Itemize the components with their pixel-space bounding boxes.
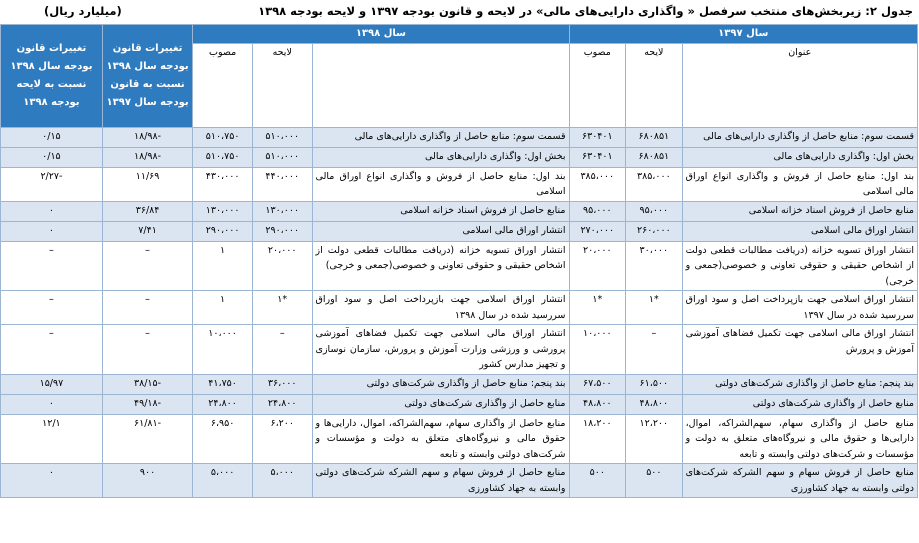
header-year-1397: سال ۱۳۹۷ [569, 25, 917, 44]
table-row [1, 291, 918, 325]
table-row [1, 201, 918, 221]
cell-change-1: – [102, 241, 192, 291]
cell-approved-1397: ۳۸۵،۰۰۰ [569, 167, 626, 201]
cell-approved-1397: ۶۳۰۴۰۱ [569, 147, 626, 167]
cell-title-1397: انتشار اوراق مالی اسلامی [682, 221, 917, 241]
cell-change-2: ۰ [1, 464, 103, 498]
cell-title-1398: انتشار اوراق مالی اسلامی جهت تکمیل فضاهای آموزشی پرورشی و ورزشی وزارت آموزش و پرورش، سازمان نوسازی و تجهیز مدارس کشور [312, 325, 569, 375]
cell-change-1: ۹۰۰ [102, 464, 192, 498]
table-caption [0, 0, 919, 24]
cell-change-2: -۲/۲۷ [1, 167, 103, 201]
table-row [1, 241, 918, 291]
table-row [1, 167, 918, 201]
cell-approved-1398: ۵،۰۰۰ [193, 464, 253, 498]
cell-change-2: ۰/۱۵ [1, 127, 103, 147]
cell-change-1: – [102, 291, 192, 325]
budget-table [0, 24, 918, 498]
table-row [1, 147, 918, 167]
cell-bill-1398: ۱۳۰،۰۰۰ [252, 201, 312, 221]
table-row [1, 221, 918, 241]
cell-approved-1397: ۱۰،۰۰۰ [569, 325, 626, 375]
table-row [1, 127, 918, 147]
cell-change-2: ۰ [1, 201, 103, 221]
cell-title-1398: منابع حاصل از واگذاری شرکت‌های دولتی [312, 394, 569, 414]
cell-approved-1398: ۲۴،۸۰۰ [193, 394, 253, 414]
cell-change-2: ۰ [1, 394, 103, 414]
cell-change-1: -۱۸/۹۸ [102, 127, 192, 147]
table-row [1, 325, 918, 375]
cell-bill-1397: – [626, 325, 683, 375]
cell-approved-1398: ۱۳۰،۰۰۰ [193, 201, 253, 221]
cell-approved-1397: ۶۷،۵۰۰ [569, 374, 626, 394]
cell-approved-1397: ۲۰،۰۰۰ [569, 241, 626, 291]
table-row [1, 394, 918, 414]
cell-bill-1397: ۲۶۰،۰۰۰ [626, 221, 683, 241]
cell-bill-1397: ۳۰،۰۰۰ [626, 241, 683, 291]
cell-title-1397: بند اول: منابع حاصل از فروش و واگذاری انواع اوراق مالی اسلامی [682, 167, 917, 201]
cell-change-1: -۶۱/۸۱ [102, 414, 192, 464]
table-row [1, 464, 918, 498]
cell-bill-1398: ۲۹۰،۰۰۰ [252, 221, 312, 241]
cell-bill-1397: ۵۰۰ [626, 464, 683, 498]
cell-bill-1398: ۴۴۰،۰۰۰ [252, 167, 312, 201]
cell-change-1: ۷/۴۱ [102, 221, 192, 241]
cell-approved-1397: ۱۸،۲۰۰ [569, 414, 626, 464]
cell-approved-1398: ۱ [193, 241, 253, 291]
cell-change-2: – [1, 291, 103, 325]
cell-title-1398: انتشار اوراق مالی اسلامی [312, 221, 569, 241]
cell-approved-1397: ۶۳۰۴۰۱ [569, 127, 626, 147]
table-body [1, 127, 918, 498]
cell-approved-1398: ۱ [193, 291, 253, 325]
table-row [1, 374, 918, 394]
cell-change-2: ۰/۱۵ [1, 147, 103, 167]
cell-title-1398: انتشار اوراق تسویه خزانه (دریافت مطالبات قطعی دولت از اشخاص حقیقی و حقوقی تعاونی و خصوصی(جمعی و خرجی) [312, 241, 569, 291]
cell-change-1: ۱۱/۶۹ [102, 167, 192, 201]
header-change-vs-1397-law: تغییرات قانون بودجه سال ۱۳۹۸ نسبت به قانون بودجه سال ۱۳۹۷ [102, 25, 192, 128]
cell-title-1397: منابع حاصل از فروش اسناد خزانه اسلامی [682, 201, 917, 221]
cell-approved-1397: ۵۰۰ [569, 464, 626, 498]
cell-bill-1398: – [252, 325, 312, 375]
cell-bill-1398: ۵۱۰،۰۰۰ [252, 127, 312, 147]
header-approved-1398: مصوب [193, 43, 253, 127]
cell-approved-1397: ۲۷۰،۰۰۰ [569, 221, 626, 241]
header-bill-1397: لایحه [626, 43, 683, 127]
cell-title-1398: انتشار اوراق اسلامی جهت بازپرداخت اصل و سود اوراق سررسید شده در سال ۱۳۹۸ [312, 291, 569, 325]
cell-bill-1397: ۶۸۰۸۵۱ [626, 127, 683, 147]
unit-label: (میلیارد ریال) [44, 4, 122, 18]
cell-change-1: ۳۶/۸۴ [102, 201, 192, 221]
cell-title-1398: قسمت سوم: منابع حاصل از واگذاری دارایی‌های مالی [312, 127, 569, 147]
cell-bill-1398: *۱ [252, 291, 312, 325]
cell-bill-1397: ۴۸،۸۰۰ [626, 394, 683, 414]
cell-change-2: ۱۵/۹۷ [1, 374, 103, 394]
cell-title-1397: بند پنجم: منابع حاصل از واگذاری شرکت‌های دولتی [682, 374, 917, 394]
cell-title-1397: منابع حاصل از فروش سهام و سهم الشرکه شرکت‌های دولتی وابسته به جهاد کشاورزی [682, 464, 917, 498]
cell-title-1397: منابع حاصل از واگذاری سهام، سهم‌الشراکه، اموال، دارایی‌ها و حقوق مالی و نیروگاه‌های متعلق به دولت و مؤسسات و شرکت‌های دولتی وابسته و تابعه [682, 414, 917, 464]
cell-title-1398: بخش اول: واگذاری دارایی‌های مالی [312, 147, 569, 167]
cell-bill-1398: ۶،۲۰۰ [252, 414, 312, 464]
cell-approved-1397: ۴۸،۸۰۰ [569, 394, 626, 414]
header-change-vs-1398-bill: تغییرات قانون بودجه سال ۱۳۹۸ نسبت به لایحه بودجه ۱۳۹۸ [1, 25, 103, 128]
cell-approved-1398: ۶،۹۵۰ [193, 414, 253, 464]
cell-title-1398: بند پنجم: منابع حاصل از واگذاری شرکت‌های دولتی [312, 374, 569, 394]
header-title-1398 [312, 43, 569, 127]
cell-approved-1398: ۱۰،۰۰۰ [193, 325, 253, 375]
cell-title-1397: انتشار اوراق مالی اسلامی جهت تکمیل فضاهای آموزشی آموزش و پرورش [682, 325, 917, 375]
cell-bill-1398: ۳۶،۰۰۰ [252, 374, 312, 394]
cell-approved-1398: ۴۱،۷۵۰ [193, 374, 253, 394]
cell-change-2: – [1, 241, 103, 291]
cell-bill-1397: ۱۲،۲۰۰ [626, 414, 683, 464]
cell-title-1398: منابع حاصل از فروش اسناد خزانه اسلامی [312, 201, 569, 221]
cell-approved-1397: ۹۵،۰۰۰ [569, 201, 626, 221]
cell-title-1397: منابع حاصل از واگذاری شرکت‌های دولتی [682, 394, 917, 414]
header-title: عنوان [682, 43, 917, 127]
cell-approved-1397: *۱ [569, 291, 626, 325]
cell-bill-1397: ۶۱،۵۰۰ [626, 374, 683, 394]
cell-approved-1398: ۴۳۰،۰۰۰ [193, 167, 253, 201]
cell-approved-1398: ۵۱۰،۷۵۰ [193, 147, 253, 167]
cell-bill-1398: ۵۱۰،۰۰۰ [252, 147, 312, 167]
cell-bill-1397: *۱ [626, 291, 683, 325]
cell-title-1398: منابع حاصل از واگذاری سهام، سهم‌الشراکه، اموال، دارایی‌ها و حقوق مالی و نیروگاه‌های متعلق به دولت و مؤسسات و شرکت‌های دولتی وابسته و تابعه [312, 414, 569, 464]
header-year-1398: سال ۱۳۹۸ [193, 25, 569, 44]
cell-change-2: ۱۲/۱ [1, 414, 103, 464]
cell-bill-1398: ۲۴،۸۰۰ [252, 394, 312, 414]
cell-title-1397: انتشار اوراق تسویه خزانه (دریافت مطالبات قطعی دولت از اشخاص حقیقی و حقوقی تعاونی و خصوصی(جمعی و خرجی) [682, 241, 917, 291]
cell-title-1397: انتشار اوراق اسلامی جهت بازپرداخت اصل و سود اوراق سررسید شده در سال ۱۳۹۷ [682, 291, 917, 325]
cell-approved-1398: ۵۱۰،۷۵۰ [193, 127, 253, 147]
cell-change-1: – [102, 325, 192, 375]
cell-change-2: – [1, 325, 103, 375]
cell-title-1398: بند اول: منابع حاصل از فروش و واگذاری انواع اوراق مالی اسلامی [312, 167, 569, 201]
cell-change-1: -۳۸/۱۵ [102, 374, 192, 394]
cell-bill-1397: ۶۸۰۸۵۱ [626, 147, 683, 167]
cell-change-1: -۱۸/۹۸ [102, 147, 192, 167]
table-row [1, 414, 918, 464]
cell-title-1398: منابع حاصل از فروش سهام و سهم الشرکه شرکت‌های دولتی وابسته به جهاد کشاورزی [312, 464, 569, 498]
cell-bill-1397: ۹۵،۰۰۰ [626, 201, 683, 221]
table-title: جدول ۲: زیربخش‌های منتخب سرفصل « واگذاری دارایی‌های مالی» در لایحه و قانون بودجه ۱۳۹۷ و لایحه بودجه ۱۳۹۸ [258, 4, 913, 18]
cell-bill-1398: ۲۰،۰۰۰ [252, 241, 312, 291]
cell-title-1397: قسمت سوم: منابع حاصل از واگذاری دارایی‌های مالی [682, 127, 917, 147]
cell-title-1397: بخش اول: واگذاری دارایی‌های مالی [682, 147, 917, 167]
cell-change-1: -۴۹/۱۸ [102, 394, 192, 414]
cell-approved-1398: ۲۹۰،۰۰۰ [193, 221, 253, 241]
cell-bill-1398: ۵،۰۰۰ [252, 464, 312, 498]
header-approved-1397: مصوب [569, 43, 626, 127]
header-bill-1398: لایحه [252, 43, 312, 127]
cell-change-2: ۰ [1, 221, 103, 241]
cell-bill-1397: ۳۸۵،۰۰۰ [626, 167, 683, 201]
